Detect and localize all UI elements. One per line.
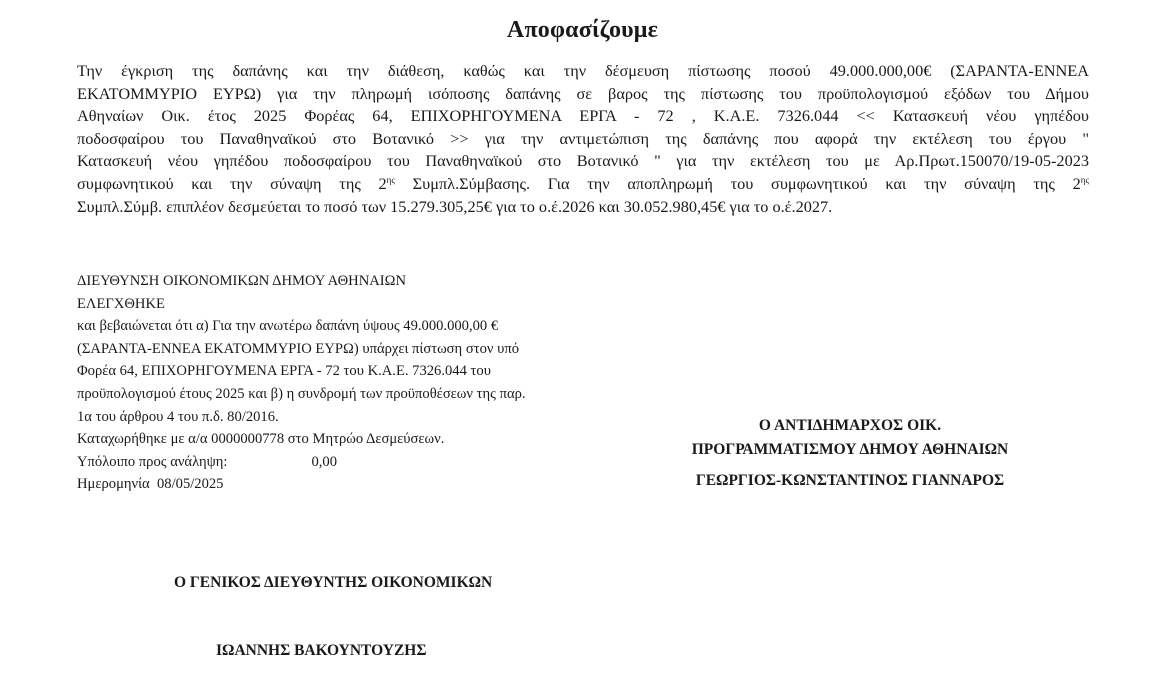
- balance-value: 0,00: [311, 453, 338, 470]
- department-name: ΔΙΕΥΘΥΝΣΗ ΟΙΚΟΝΟΜΙΚΩΝ ΔΗΜΟΥ ΑΘΗΝΑΙΩΝ: [77, 273, 407, 289]
- certification-line: και βεβαιώνεται ότι α) Για την ανωτέρω δαπάνη ύψους 49.000.000,00 €: [77, 318, 499, 335]
- decision-line: [77, 173, 1089, 196]
- date-row: [77, 473, 637, 496]
- certification-line: Καταχωρήθηκε με α/α 0000000778 στο Μητρώο Δεσμεύσεων.: [77, 431, 445, 448]
- ordinal-superscript: ης: [386, 174, 395, 185]
- decision-line: Αθηναίων Οικ. έτος 2025 Φορέας 64, ΕΠΙΧΟΡΗΓΟΥΜΕΝΑ ΕΡΓΑ - 72 , Κ.Α.Ε. 7326.044 << Κατασκευή νέου γηπέδου: [77, 106, 1089, 126]
- signatory-role: Ο ΓΕΝΙΚΟΣ ΔΙΕΥΘΥΝΤΗΣ ΟΙΚΟΝΟΜΙΚΩΝ: [174, 574, 493, 591]
- signatory-role: Ο ΑΝΤΙΔΗΜΑΡΧΟΣ ΟΙΚ.: [758, 417, 942, 434]
- certification-line: 1α του άρθρου 4 του π.δ. 80/2016.: [77, 408, 279, 425]
- decision-line: ΕΚΑΤΟΜΜΥΡΙΟ ΕΥΡΩ) για την πληρωμή ισόποσης δαπάνης σε βαρος της πίστωσης του προϋπολογισμού εξόδων του Δήμου: [77, 83, 1089, 103]
- balance-label: Υπόλοιπο προς ανάληψη:: [77, 453, 228, 470]
- signatory-role: ΠΡΟΓΡΑΜΜΑΤΙΣΜΟΥ ΔΗΜΟΥ ΑΘΗΝΑΙΩΝ: [691, 441, 1009, 458]
- decision-line: Κατασκευή νέου γηπέδου ποδοσφαίρου του Παναθηναϊκού στο Βοτανικό " για την εκτέλεση του με Αρ.Πρωτ.150070/19-05-2023: [77, 151, 1089, 171]
- decision-line: Την έγκριση της δαπάνης και την διάθεση, καθώς και την δέσμευση πίστωσης ποσού 49.000.000,00€ (ΣΑΡΑΝΤΑ-ΕΝΝΕΑ: [77, 61, 1089, 80]
- certification-line: (ΣΑΡΑΝΤΑ-ΕΝΝΕΑ ΕΚΑΤΟΜΜΥΡΙΟ ΕΥΡΩ) υπάρχει πίστωση στον υπό: [77, 340, 520, 357]
- decision-paragraph: [77, 60, 1089, 218]
- text-fragment: συμφωνητικού και την σύναψη της 2: [77, 173, 387, 193]
- signatory-name: ΙΩΑΝΝΗΣ ΒΑΚΟΥΝΤΟΥΖΗΣ: [216, 642, 427, 659]
- text-fragment: Συμπλ.Σύμβασης. Για την αποπληρωμή του συμφωνητικού και την σύναψη της 2: [394, 173, 1081, 193]
- decision-line: ποδοσφαίρου του Παναθηναϊκού στο Βοτανικό >> για την αντιμετώπιση της δαπάνης που αφορά την εκτέλεση του έργου ": [77, 128, 1089, 148]
- decision-line: Συμπλ.Σύμβ. επιπλέον δεσμεύεται το ποσό των 15.279.305,25€ για το ο.έ.2026 και 30.052.980,45€ για το ο.έ.2027.: [77, 196, 833, 216]
- signatory-name: ΓΕΩΡΓΙΟΣ-ΚΩΝΣΤΑΝΤΙΝΟΣ ΓΙΑΝΝΑΡΟΣ: [695, 472, 1005, 489]
- document-title: Αποφασίζουμε: [506, 17, 659, 43]
- certification-status: ΕΛΕΓΧΘΗΚΕ: [77, 295, 165, 312]
- date-label: Ημερομηνία: [77, 476, 150, 493]
- certification-line: Φορέα 64, ΕΠΙΧΟΡΗΓΟΥΜΕΝΑ ΕΡΓΑ - 72 του Κ.Α.Ε. 7326.044 του: [77, 363, 491, 380]
- signature-deputy-mayor: [640, 414, 1060, 493]
- certification-block: [77, 270, 637, 496]
- certification-line: προϋπολογισμού έτους 2025 και β) η συνδρομή των προϋποθέσεων της παρ.: [77, 385, 526, 402]
- ordinal-superscript: ης: [1080, 174, 1090, 185]
- balance-row: [77, 451, 637, 474]
- date-value: 08/05/2025: [157, 476, 224, 493]
- signature-general-director: [150, 574, 550, 660]
